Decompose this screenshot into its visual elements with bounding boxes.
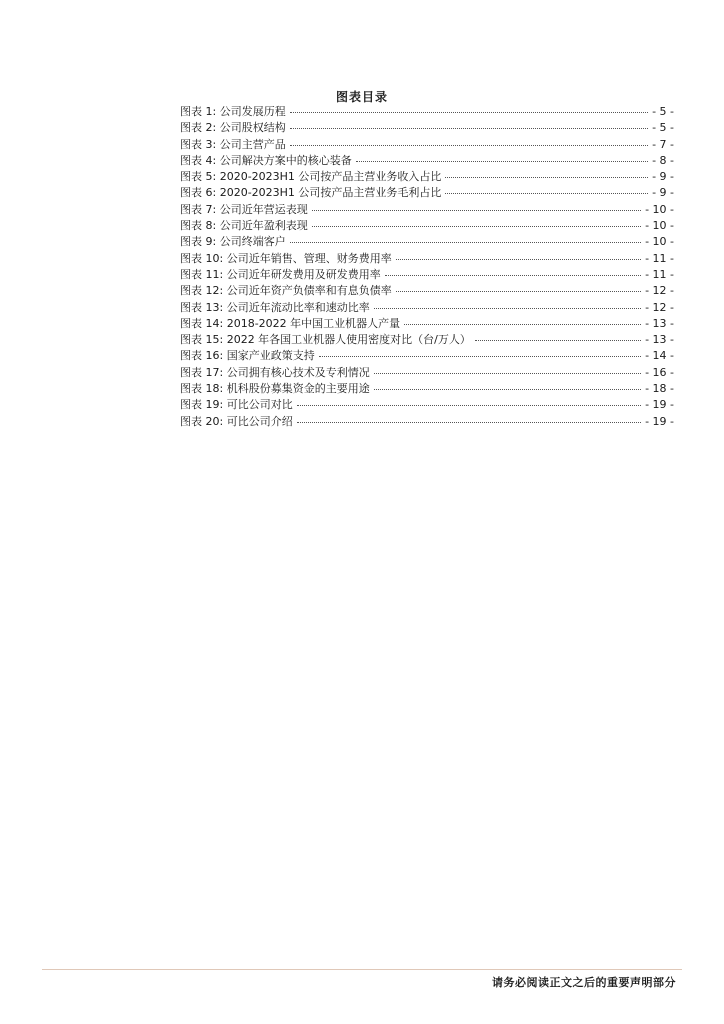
toc-dot-leader <box>297 395 641 406</box>
toc-entry-page: - 7 - <box>652 137 674 151</box>
toc-entry[interactable] <box>180 414 674 430</box>
toc-entry-label: 图表 17: 公司拥有核心技术及专利情况 <box>180 365 370 379</box>
toc-dot-leader <box>290 232 641 243</box>
toc-dot-leader <box>396 249 641 260</box>
toc-dot-leader <box>445 183 648 194</box>
toc-entry-label: 图表 1: 公司发展历程 <box>180 105 286 118</box>
toc-dot-leader <box>290 118 648 129</box>
toc-entry-page: - 11 - <box>645 251 674 265</box>
toc-dot-leader <box>374 363 641 374</box>
toc-entry-label: 图表 11: 公司近年研发费用及研发费用率 <box>180 267 381 281</box>
toc-entry-label: 图表 7: 公司近年营运表现 <box>180 202 308 216</box>
toc-dot-leader <box>312 200 641 211</box>
toc-entry-page: - 10 - <box>645 202 674 216</box>
toc-entry-page: - 9 - <box>652 186 674 200</box>
toc-entry-label: 图表 20: 可比公司介绍 <box>180 414 293 428</box>
footer-disclaimer: 请务必阅读正文之后的重要声明部分 <box>492 976 676 989</box>
toc-entry-label: 图表 10: 公司近年销售、管理、财务费用率 <box>180 251 392 265</box>
toc-dot-leader <box>404 314 641 325</box>
toc-dot-leader <box>374 298 641 309</box>
toc-entry-label: 图表 3: 公司主营产品 <box>180 137 286 151</box>
figure-toc <box>180 104 674 430</box>
toc-entry-page: - 10 - <box>645 219 674 233</box>
toc-entry-page: - 19 - <box>645 398 674 412</box>
toc-entry-page: - 16 - <box>645 365 674 379</box>
toc-entry-page: - 13 - <box>645 316 674 330</box>
toc-entry-page: - 19 - <box>645 414 674 428</box>
toc-entry-label: 图表 8: 公司近年盈利表现 <box>180 219 308 233</box>
toc-entry-page: - 5 - <box>652 105 674 118</box>
toc-entry-label: 图表 16: 国家产业政策支持 <box>180 349 315 363</box>
toc-dot-leader <box>475 330 641 341</box>
toc-dot-leader <box>374 379 641 390</box>
toc-entry-page: - 12 - <box>645 284 674 298</box>
toc-entry-page: - 9 - <box>652 170 674 184</box>
toc-entry-label: 图表 2: 公司股权结构 <box>180 121 286 135</box>
toc-dot-leader <box>312 216 641 227</box>
footer-divider <box>42 969 682 970</box>
toc-dot-leader <box>319 346 641 357</box>
toc-entry-label: 图表 9: 公司终端客户 <box>180 235 286 249</box>
toc-entry-label: 图表 5: 2020-2023H1 公司按产品主营业务收入占比 <box>180 170 442 184</box>
toc-entry-page: - 8 - <box>652 153 674 167</box>
toc-entry-label: 图表 13: 公司近年流动比率和速动比率 <box>180 300 370 314</box>
toc-dot-leader <box>290 135 648 146</box>
toc-dot-leader <box>396 281 641 292</box>
toc-entry-label: 图表 18: 机科股份募集资金的主要用途 <box>180 382 370 396</box>
toc-dot-leader <box>385 265 641 276</box>
toc-entry-page: - 14 - <box>645 349 674 363</box>
toc-entry-label: 图表 15: 2022 年各国工业机器人使用密度对比（台/万人） <box>180 333 471 347</box>
toc-entry-page: - 5 - <box>652 121 674 135</box>
toc-dot-leader <box>356 151 648 162</box>
toc-dot-leader <box>290 102 648 113</box>
toc-entry-page: - 11 - <box>645 267 674 281</box>
toc-entry-label: 图表 4: 公司解决方案中的核心装备 <box>180 153 352 167</box>
toc-entry-page: - 10 - <box>645 235 674 249</box>
toc-entry-page: - 13 - <box>645 333 674 347</box>
toc-entry-page: - 12 - <box>645 300 674 314</box>
toc-entry-label: 图表 6: 2020-2023H1 公司按产品主营业务毛利占比 <box>180 186 442 200</box>
toc-dot-leader <box>445 167 648 178</box>
toc-entry-label: 图表 12: 公司近年资产负债率和有息负债率 <box>180 284 392 298</box>
toc-entry-page: - 18 - <box>645 382 674 396</box>
toc-dot-leader <box>297 412 641 423</box>
page-title: 图表目录 <box>335 90 388 104</box>
toc-entry-label: 图表 19: 可比公司对比 <box>180 398 293 412</box>
toc-entry-label: 图表 14: 2018-2022 年中国工业机器人产量 <box>180 316 401 330</box>
